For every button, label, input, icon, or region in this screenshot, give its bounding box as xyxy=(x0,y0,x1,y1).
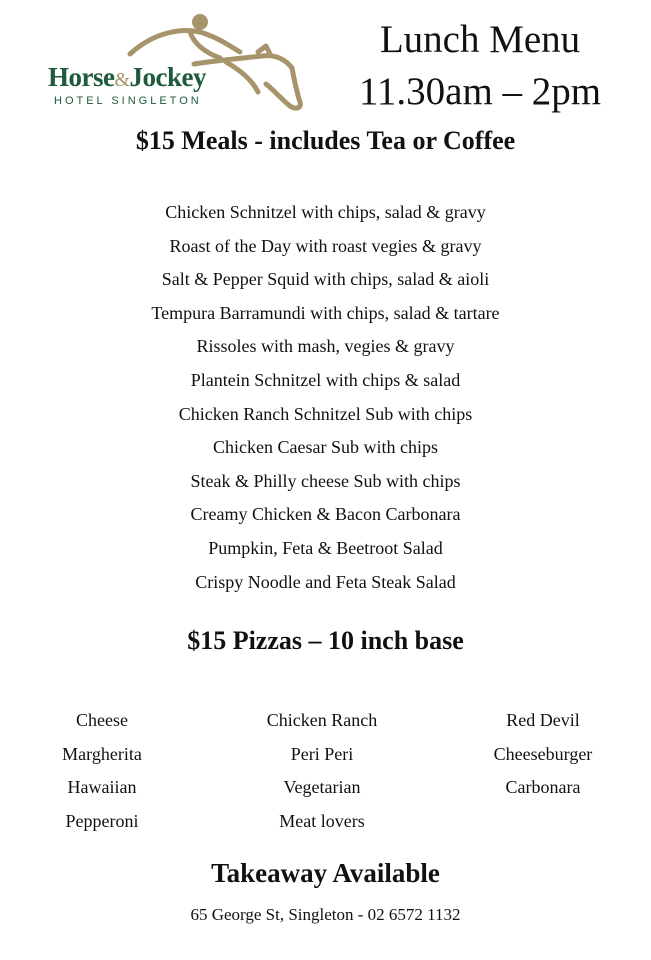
menu-title-block xyxy=(330,14,630,118)
service-hours: 11.30am – 2pm xyxy=(358,70,602,113)
takeaway-heading: Takeaway Available xyxy=(211,858,440,888)
pizza-item: Cheese xyxy=(76,710,128,730)
pizza-item: Cheeseburger xyxy=(493,743,593,764)
pizza-item: Chicken Ranch xyxy=(266,710,378,730)
pizza-item: Meat lovers xyxy=(279,810,365,831)
meal-item: Creamy Chicken & Bacon Carbonara xyxy=(190,504,461,525)
pizza-column-3 xyxy=(443,704,643,805)
pizza-item: Vegetarian xyxy=(283,777,361,798)
meals-list xyxy=(0,196,651,599)
meal-item: Chicken Schnitzel with chips, salad & gravy xyxy=(165,202,486,222)
logo-word-horse: Horse xyxy=(48,62,115,92)
logo-wordmark xyxy=(48,62,206,93)
pizza-item: Peri Peri xyxy=(290,743,354,764)
logo-word-jockey: Jockey xyxy=(129,62,207,92)
meal-item: Chicken Ranch Schnitzel Sub with chips xyxy=(178,403,473,424)
address-phone: 65 George St, Singleton - 02 6572 1132 xyxy=(190,905,461,924)
meal-item: Crispy Noodle and Feta Steak Salad xyxy=(195,571,456,592)
meal-item: Roast of the Day with roast vegies & gravy xyxy=(169,235,482,256)
logo-ampersand: & xyxy=(114,69,130,91)
meal-item: Rissoles with mash, vegies & gravy xyxy=(196,336,455,357)
pizza-item: Hawaiian xyxy=(67,777,137,798)
meal-item: Pumpkin, Feta & Beetroot Salad xyxy=(208,537,443,558)
pizza-item: Carbonara xyxy=(505,777,581,798)
pizza-item: Margherita xyxy=(62,743,142,764)
meal-item: Salt & Pepper Squid with chips, salad & aioli xyxy=(161,269,490,290)
pizza-item: Red Devil xyxy=(506,710,580,730)
meal-item: Plantein Schnitzel with chips & salad xyxy=(190,369,461,390)
meal-item: Steak & Philly cheese Sub with chips xyxy=(190,470,461,491)
meals-heading: $15 Meals - includes Tea or Coffee xyxy=(135,126,516,155)
pizza-item: Pepperoni xyxy=(65,810,139,831)
page-title: Lunch Menu xyxy=(379,18,581,61)
pizzas-heading: $15 Pizzas – 10 inch base xyxy=(187,626,464,655)
pizza-column-2 xyxy=(222,704,422,838)
pizza-column-1 xyxy=(2,704,202,838)
meal-item: Tempura Barramundi with chips, salad & tartare xyxy=(151,302,500,323)
hotel-logo xyxy=(44,8,314,126)
logo-subtitle: HOTEL SINGLETON xyxy=(54,95,202,107)
meal-item: Chicken Caesar Sub with chips xyxy=(213,437,438,458)
